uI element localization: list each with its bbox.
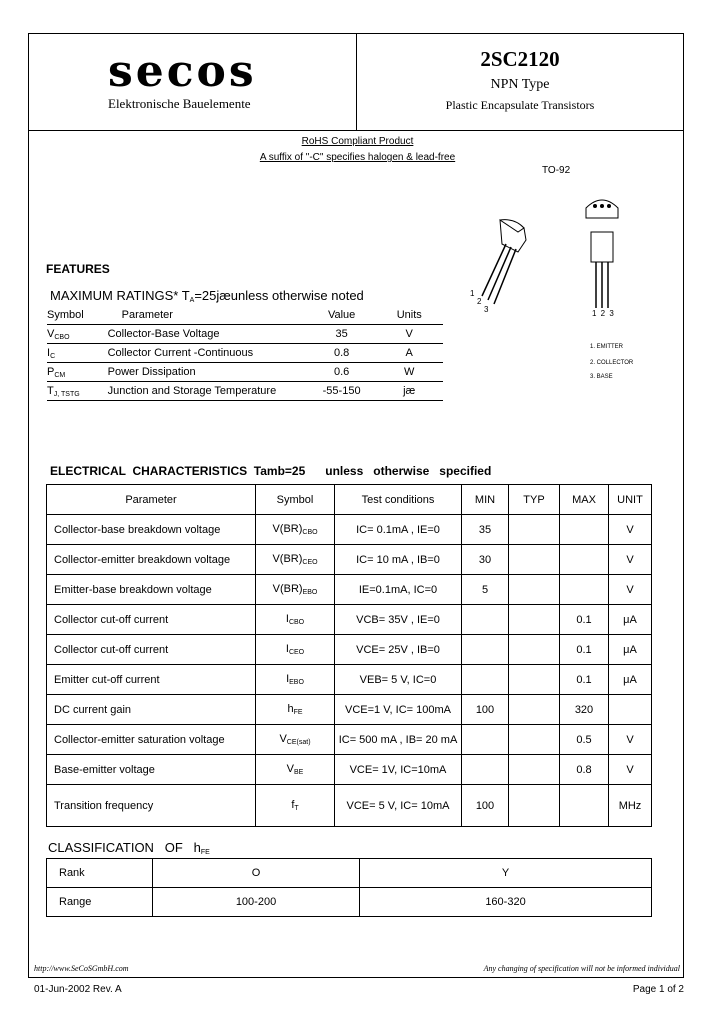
- electrical-row: [47, 665, 652, 695]
- typ-cell: [509, 575, 560, 605]
- param-cell: Collector-emitter saturation voltage: [47, 725, 256, 755]
- unit-cell: [609, 695, 652, 725]
- typ-cell: [509, 725, 560, 755]
- electrical-row: [47, 785, 652, 827]
- param-cell: Base-emitter voltage: [47, 755, 256, 785]
- min-cell: [462, 605, 509, 635]
- min-cell: 100: [462, 785, 509, 827]
- test-cell: IE=0.1mA, IC=0: [335, 575, 462, 605]
- typ-cell: [509, 755, 560, 785]
- typ-cell: [509, 665, 560, 695]
- test-cell: VCE= 5 V, IC= 10mA: [335, 785, 462, 827]
- max-cell: 0.1: [560, 605, 609, 635]
- unit-cell: μA: [609, 665, 652, 695]
- param-cell: DC current gain: [47, 695, 256, 725]
- classification-title: CLASSIFICATION OF $h_{FE}$: [48, 840, 210, 856]
- electrical-row: [47, 515, 652, 545]
- unit-cell: V: [609, 725, 652, 755]
- electrical-row: [47, 755, 652, 785]
- pin-numbers-front: 1 2 3: [592, 309, 615, 318]
- typ-cell: [509, 785, 560, 827]
- max-rating-row: $P_{CM}$ Power Dissipation 0.6 W: [47, 363, 443, 382]
- unit-cell: μA: [609, 635, 652, 665]
- min-cell: [462, 755, 509, 785]
- typ-cell: [509, 635, 560, 665]
- min-cell: [462, 665, 509, 695]
- symbol-cell: $I_{CBO}$: [256, 605, 335, 635]
- max-cell: [560, 545, 609, 575]
- company-logo: secos: [108, 46, 257, 97]
- test-cell: VEB= 5 V, IC=0: [335, 665, 462, 695]
- max-ratings-header: Symbol Parameter Value Units: [47, 306, 443, 325]
- product-description: Plastic Encapsulate Transistors: [445, 98, 595, 112]
- max-ratings-title: MAXIMUM RATINGS* $T_A=25jæunless$ otherwise noted: [50, 288, 364, 304]
- to92-front-icon: [586, 200, 618, 308]
- typ-cell: [509, 605, 560, 635]
- max-cell: 0.5: [560, 725, 609, 755]
- min-cell: [462, 635, 509, 665]
- unit-cell: V: [609, 755, 652, 785]
- max-cell: 320: [560, 695, 609, 725]
- footer-disclaimer: Any changing of specification will not be informed individual: [483, 964, 680, 973]
- electrical-table: [46, 484, 652, 827]
- max-cell: 0.8: [560, 755, 609, 785]
- min-cell: 100: [462, 695, 509, 725]
- footer-url[interactable]: http://www.SeCoSGmbH.com: [34, 964, 129, 973]
- electrical-row: [47, 605, 652, 635]
- test-cell: IC= 10 mA , IB=0: [335, 545, 462, 575]
- package-drawing: [460, 190, 650, 370]
- symbol-cell: $V(BR)_{CBO}$: [256, 515, 335, 545]
- symbol-cell: $V_{CE(sat)}$: [256, 725, 335, 755]
- to92-angled-icon: [482, 220, 526, 304]
- typ-cell: [509, 545, 560, 575]
- electrical-title: ELECTRICAL CHARACTERISTICS Tamb=25 unless otherwise specified: [50, 464, 492, 478]
- symbol-cell: $I_{EBO}$: [256, 665, 335, 695]
- min-cell: 30: [462, 545, 509, 575]
- max-cell: [560, 515, 609, 545]
- electrical-row: [47, 635, 652, 665]
- rank-row: Rank O Y: [47, 859, 652, 888]
- package-name: TO-92: [542, 165, 571, 176]
- test-cell: VCE= 25V , IB=0: [335, 635, 462, 665]
- symbol-cell: $f_T$: [256, 785, 335, 827]
- pin-number-1: 1: [470, 289, 475, 298]
- max-cell: [560, 575, 609, 605]
- rohs-notice: RoHS Compliant Product: [301, 136, 414, 147]
- electrical-row: [47, 575, 652, 605]
- features-title: FEATURES: [46, 262, 110, 276]
- symbol-cell: $I_{CEO}$: [256, 635, 335, 665]
- classification-table: [46, 858, 652, 917]
- max-cell: 0.1: [560, 635, 609, 665]
- param-cell: Collector-base breakdown voltage: [47, 515, 256, 545]
- unit-cell: V: [609, 545, 652, 575]
- test-cell: VCB= 35V , IE=0: [335, 605, 462, 635]
- symbol-cell: $h_{FE}$: [256, 695, 335, 725]
- symbol-cell: $V(BR)_{EBO}$: [256, 575, 335, 605]
- halogen-notice: A suffix of "-C" specifies halogen & lead-free: [259, 152, 456, 163]
- param-cell: Collector cut-off current: [47, 635, 256, 665]
- pin-emitter: 1. EMITTER: [590, 344, 624, 350]
- max-rating-row: $I_C$ Collector Current -Continuous 0.8 A: [47, 344, 443, 363]
- electrical-header: Parameter Symbol Test conditions MIN TYP MAX UNIT: [47, 485, 652, 515]
- unit-cell: MHz: [609, 785, 652, 827]
- param-cell: Transition frequency: [47, 785, 256, 827]
- unit-cell: μA: [609, 605, 652, 635]
- max-cell: 0.1: [560, 665, 609, 695]
- test-cell: IC= 500 mA , IB= 20 mA: [335, 725, 462, 755]
- max-rating-row: $V_{CBO}$ Collector-Base Voltage 35 V: [47, 325, 443, 344]
- max-ratings-table: [47, 306, 443, 401]
- param-cell: Collector-emitter breakdown voltage: [47, 545, 256, 575]
- footer-date: 01-Jun-2002 Rev. A: [34, 984, 122, 995]
- test-cell: VCE=1 V, IC= 100mA: [335, 695, 462, 725]
- param-cell: Emitter-base breakdown voltage: [47, 575, 256, 605]
- electrical-row: [47, 725, 652, 755]
- min-cell: [462, 725, 509, 755]
- electrical-row: [47, 695, 652, 725]
- typ-cell: [509, 515, 560, 545]
- unit-cell: V: [609, 515, 652, 545]
- test-cell: IC= 0.1mA , IE=0: [335, 515, 462, 545]
- param-cell: Emitter cut-off current: [47, 665, 256, 695]
- min-cell: 5: [462, 575, 509, 605]
- pin-collector: 2. COLLECTOR: [590, 360, 634, 366]
- transistor-type: NPN Type: [490, 77, 550, 92]
- footer-page: Page 1 of 2: [632, 984, 684, 995]
- pin-number-3: 3: [484, 305, 489, 314]
- electrical-row: [47, 545, 652, 575]
- unit-cell: V: [609, 575, 652, 605]
- typ-cell: [509, 695, 560, 725]
- pin-number-2: 2: [477, 297, 482, 306]
- max-rating-row: $T_{J, TSTG}$ Junction and Storage Temperature -55-150 jæ: [47, 382, 443, 401]
- param-cell: Collector cut-off current: [47, 605, 256, 635]
- symbol-cell: $V(BR)_{CEO}$: [256, 545, 335, 575]
- test-cell: VCE= 1V, IC=10mA: [335, 755, 462, 785]
- range-row: Range 100-200 160-320: [47, 888, 652, 917]
- logo-subtitle: Elektronische Bauelemente: [108, 96, 251, 111]
- symbol-cell: $V_{BE}$: [256, 755, 335, 785]
- max-cell: [560, 785, 609, 827]
- min-cell: 35: [462, 515, 509, 545]
- pin-base: 3. BASE: [590, 374, 613, 380]
- part-number: 2SC2120: [480, 47, 560, 71]
